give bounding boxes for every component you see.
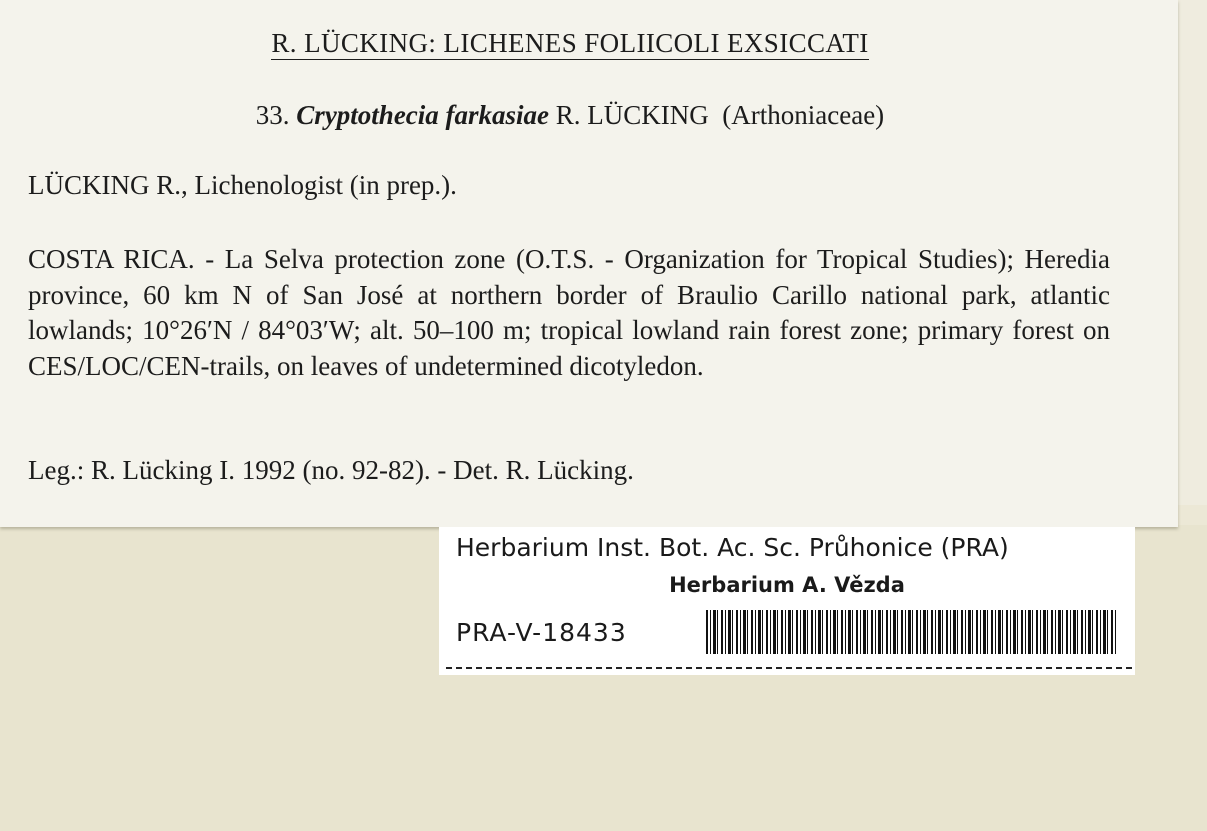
family-name: (Arthoniaceae) (722, 100, 885, 130)
barcode (706, 610, 1116, 654)
exsiccata-number: 33. (255, 100, 290, 130)
taxon-name: Cryptothecia farkasiae (296, 100, 550, 130)
literature-reference: LÜCKING R., Lichenologist (in prep.). (28, 170, 457, 200)
series-title: R. LÜCKING: LICHENES FOLIICOLI EXSICCATI (271, 28, 869, 58)
herbarium-sticker (439, 527, 1135, 675)
dashed-divider (446, 667, 1132, 669)
collector-line: Leg.: R. Lücking I. 1992 (no. 92-82). - Det. R. Lücking. (28, 455, 634, 485)
taxon-author: R. LÜCKING (555, 100, 709, 130)
paper-edge (1178, 0, 1207, 505)
species-line (0, 100, 1140, 131)
collection-name: Herbarium A. Vězda (669, 573, 905, 597)
institution-name: Herbarium Inst. Bot. Ac. Sc. Průhonice (PRA) (456, 533, 1009, 562)
specimen-id: PRA-V-18433 (456, 618, 627, 647)
locality-description: COSTA RICA. - La Selva protection zone (O.T.S. - Organization for Tropical Studies); Heredia province, 60 km N of San José at northern border of Braulio Carillo national park, atlantic lowlands; 10°26′N / 84°03′W; alt. 50–100 m; tropical lowland rain forest zone; primary forest on CES/LOC/CEN-trails, on leaves of undetermined dicotyledon. (28, 244, 1110, 381)
